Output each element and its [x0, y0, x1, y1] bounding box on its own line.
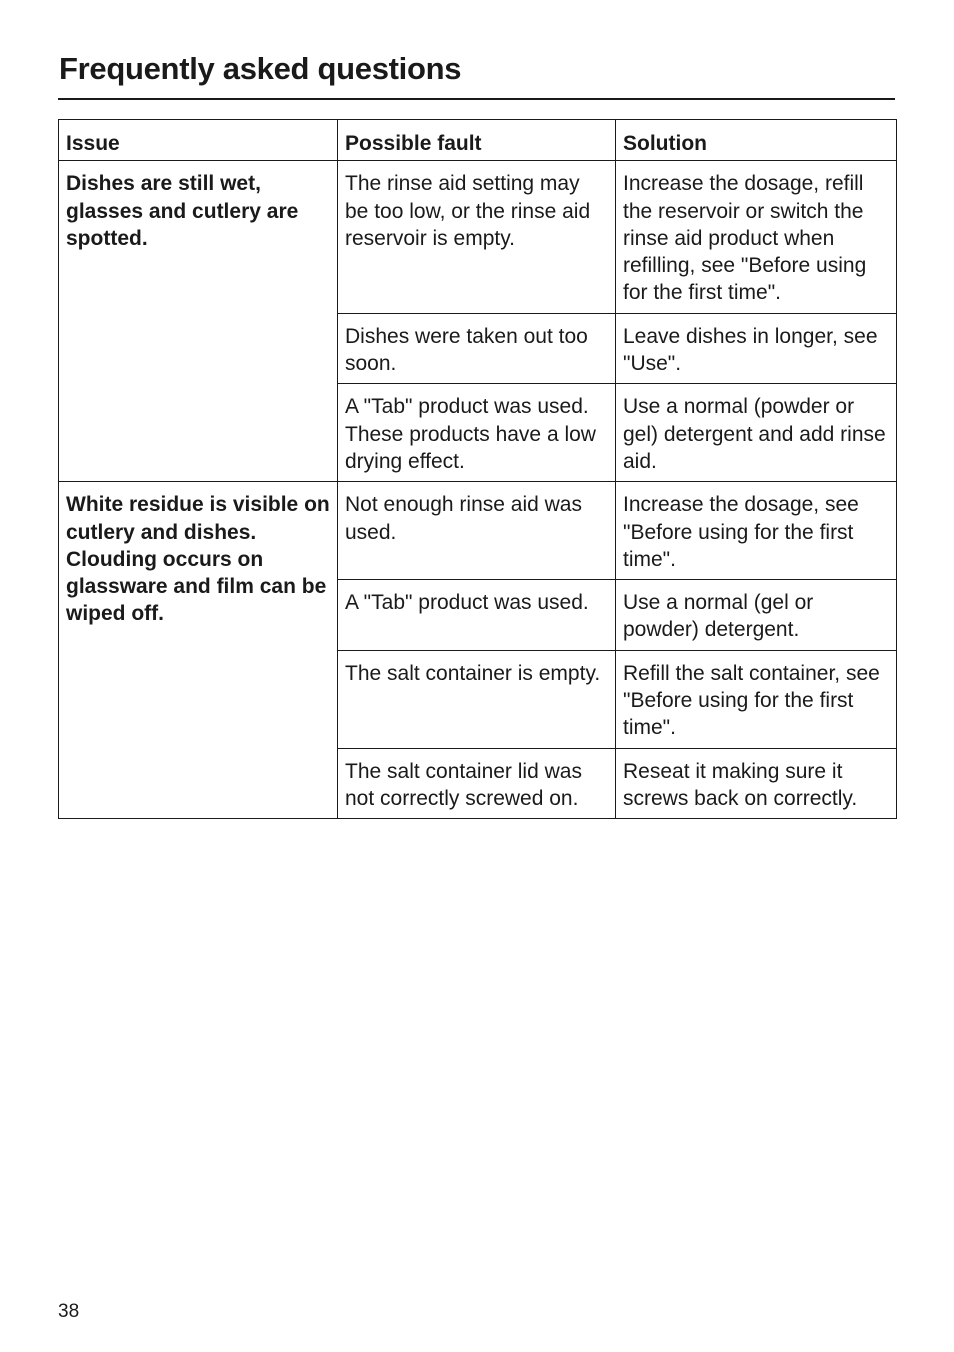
fault-cell: The salt container lid was not correctly screwed on.: [338, 748, 616, 819]
header-issue: Issue: [59, 120, 338, 161]
fault-cell: A "Tab" product was used. These products have a low drying effect.: [338, 384, 616, 482]
issue-cell: White residue is visible on cutlery and dishes. Clouding occurs on glassware and film can be wiped off.: [59, 482, 338, 819]
page-title: Frequently asked questions: [59, 51, 462, 86]
header-possible-fault: Possible fault: [338, 120, 616, 161]
header-solution: Solution: [616, 120, 897, 161]
solution-cell: Increase the dosage, see "Before using for the first time".: [616, 482, 897, 580]
fault-cell: The salt container is empty.: [338, 650, 616, 748]
header-row: [59, 120, 897, 161]
table-body: [59, 161, 897, 819]
solution-cell: Reseat it making sure it screws back on correctly.: [616, 748, 897, 819]
issue-cell: Dishes are still wet, glasses and cutlery are spotted.: [59, 161, 338, 482]
table-header: [59, 120, 897, 161]
table-row: [59, 161, 897, 313]
solution-cell: Use a normal (gel or powder) detergent.: [616, 580, 897, 651]
solution-cell: Leave dishes in longer, see "Use".: [616, 313, 897, 384]
solution-cell: Use a normal (powder or gel) detergent and add rinse aid.: [616, 384, 897, 482]
page-number: 38: [58, 1301, 80, 1322]
fault-cell: Dishes were taken out too soon.: [338, 313, 616, 384]
solution-cell: Refill the salt container, see "Before using for the first time".: [616, 650, 897, 748]
solution-cell: Increase the dosage, refill the reservoir or switch the rinse aid product when refilling, see "Before using for the first time".: [616, 161, 897, 313]
faq-table: [58, 119, 897, 819]
fault-cell: A "Tab" product was used.: [338, 580, 616, 651]
fault-cell: Not enough rinse aid was used.: [338, 482, 616, 580]
title-divider: [58, 98, 895, 100]
fault-cell: The rinse aid setting may be too low, or the rinse aid reservoir is empty.: [338, 161, 616, 313]
table-row: [59, 482, 897, 580]
